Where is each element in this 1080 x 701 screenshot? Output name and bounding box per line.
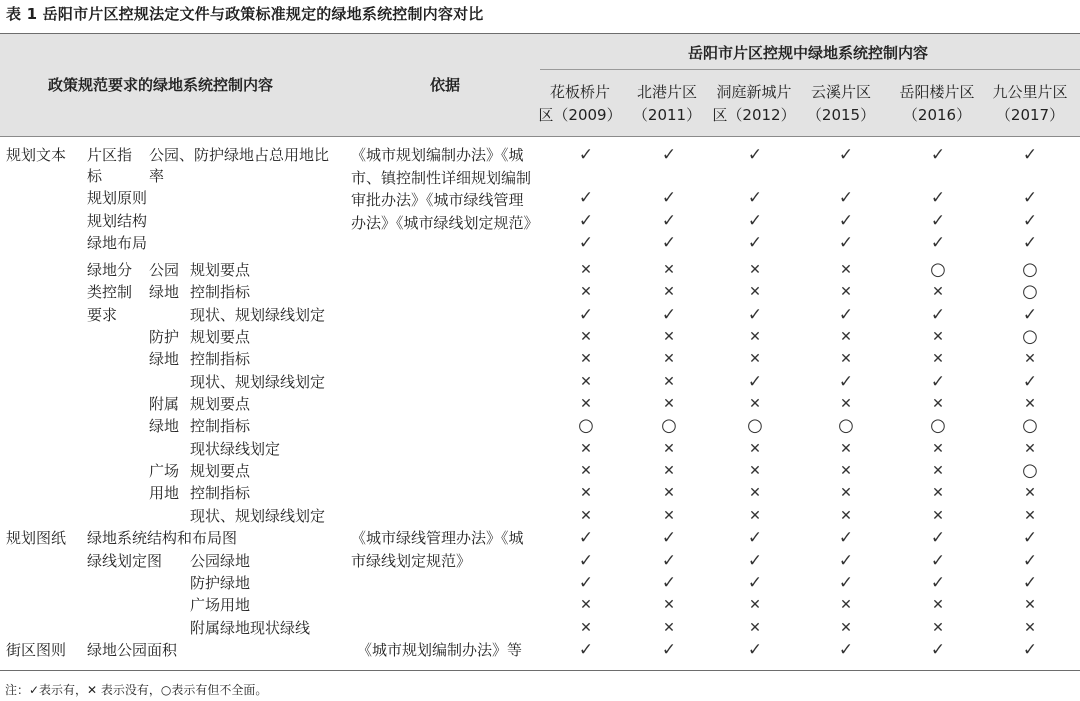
circle-mark: ○ <box>578 415 594 436</box>
check-mark: ✓ <box>578 640 594 660</box>
label-square-land: 广场用地 <box>190 596 251 614</box>
header-district-name: 北港片区 <box>636 83 697 101</box>
circle-mark: ○ <box>1022 415 1038 436</box>
label-green-line: 现状、规划绿线划定 <box>190 373 326 391</box>
cross-mark: ✕ <box>663 485 675 501</box>
check-mark: ✓ <box>838 305 854 325</box>
check-mark: ✓ <box>747 573 763 593</box>
label-park-green-2: 绿地 <box>149 283 180 301</box>
header-bottom-rule <box>0 136 1080 137</box>
check-mark: ✓ <box>1022 528 1038 548</box>
label-key-points: 规划要点 <box>190 261 251 279</box>
circle-mark: ○ <box>930 259 946 280</box>
cross-mark: ✕ <box>932 597 944 613</box>
check-mark: ✓ <box>930 528 946 548</box>
cross-mark: ✕ <box>1024 441 1036 457</box>
cross-mark: ✕ <box>840 463 852 479</box>
check-mark: ✓ <box>838 372 854 392</box>
cross-mark: ✕ <box>840 284 852 300</box>
label-current-green-line: 现状绿线划定 <box>190 440 281 458</box>
cross-mark: ✕ <box>663 396 675 412</box>
cross-mark: ✕ <box>580 351 592 367</box>
section-planning-text: 规划文本 <box>6 146 67 164</box>
cross-mark: ✕ <box>749 284 761 300</box>
cross-mark: ✕ <box>663 441 675 457</box>
check-mark: ✓ <box>578 551 594 571</box>
cross-mark: ✕ <box>749 485 761 501</box>
label-park-green: 公园绿地 <box>190 552 251 570</box>
label-green-line-map: 绿线划定图 <box>87 552 163 570</box>
check-mark: ✓ <box>747 640 763 660</box>
check-mark: ✓ <box>747 211 763 231</box>
header-district <box>984 81 1076 127</box>
label-attached-green-1: 附属 <box>149 395 180 413</box>
check-mark: ✓ <box>930 372 946 392</box>
cross-mark: ✕ <box>580 284 592 300</box>
cross-mark: ✕ <box>932 284 944 300</box>
circle-mark: ○ <box>1022 259 1038 280</box>
cross-mark: ✕ <box>840 441 852 457</box>
label-key-points: 规划要点 <box>190 328 251 346</box>
check-mark: ✓ <box>838 640 854 660</box>
circle-mark: ○ <box>661 415 677 436</box>
label-protective-green-2: 绿地 <box>149 350 180 368</box>
cross-mark: ✕ <box>749 262 761 278</box>
check-mark: ✓ <box>661 551 677 571</box>
check-mark: ✓ <box>838 145 854 165</box>
check-mark: ✓ <box>930 188 946 208</box>
cross-mark: ✕ <box>1024 485 1036 501</box>
cross-mark: ✕ <box>840 597 852 613</box>
label-park-green-1: 公园 <box>149 261 180 279</box>
cross-mark: ✕ <box>1024 396 1036 412</box>
check-mark: ✓ <box>1022 211 1038 231</box>
check-mark: ✓ <box>747 145 763 165</box>
header-district-name: 岳阳楼片区 <box>899 83 975 101</box>
header-district-name: 花板桥片 <box>549 83 610 101</box>
check-mark: ✓ <box>1022 305 1038 325</box>
header-district <box>534 81 626 127</box>
cross-mark: ✕ <box>840 485 852 501</box>
legend-note: 注：✓表示有，✕ 表示没有，○表示有但不全面。 <box>5 683 268 697</box>
label-key-points: 规划要点 <box>190 462 251 480</box>
check-mark: ✓ <box>747 551 763 571</box>
header-district-year: （2015） <box>806 106 876 124</box>
cross-mark: ✕ <box>580 485 592 501</box>
circle-mark: ○ <box>1022 281 1038 302</box>
label-ratio-cont: 率 <box>149 167 165 185</box>
cross-mark: ✕ <box>663 374 675 390</box>
check-mark: ✓ <box>1022 188 1038 208</box>
label-classification-1: 绿地分 <box>87 261 133 279</box>
header-district <box>795 81 887 127</box>
cross-mark: ✕ <box>1024 597 1036 613</box>
label-square-land-1: 广场 <box>149 462 180 480</box>
check-mark: ✓ <box>838 188 854 208</box>
basis-text: 《城市规划编制办法》等 <box>357 641 523 659</box>
cross-mark: ✕ <box>580 463 592 479</box>
header-district-group: 岳阳市片区控规中绿地系统控制内容 <box>687 44 929 62</box>
label-attached-green-2: 绿地 <box>149 417 180 435</box>
label-control-index: 控制指标 <box>190 417 251 435</box>
basis-text: 《城市规划编制办法》《城市、镇控制性详细规划编制审批办法》《城市绿线管理办法》《城市绿线划定规范》 <box>351 146 539 232</box>
label-control-index: 控制指标 <box>190 484 251 502</box>
cross-mark: ✕ <box>749 441 761 457</box>
check-mark: ✓ <box>661 640 677 660</box>
cross-mark: ✕ <box>932 329 944 345</box>
label-green-line: 现状、规划绿线划定 <box>190 306 326 324</box>
basis-text: 《城市绿线管理办法》《城市绿线划定规范》 <box>351 529 524 570</box>
cross-mark: ✕ <box>932 463 944 479</box>
cross-mark: ✕ <box>663 262 675 278</box>
circle-mark: ○ <box>747 415 763 436</box>
check-mark: ✓ <box>1022 573 1038 593</box>
label-park-protection-ratio: 公园、防护绿地占总用地比 <box>149 146 330 164</box>
check-mark: ✓ <box>578 145 594 165</box>
circle-mark: ○ <box>838 415 854 436</box>
check-mark: ✓ <box>747 528 763 548</box>
cross-mark: ✕ <box>932 508 944 524</box>
check-mark: ✓ <box>1022 145 1038 165</box>
cross-mark: ✕ <box>749 620 761 636</box>
check-mark: ✓ <box>661 528 677 548</box>
check-mark: ✓ <box>661 145 677 165</box>
check-mark: ✓ <box>838 233 854 253</box>
cross-mark: ✕ <box>580 262 592 278</box>
header-district <box>621 81 713 127</box>
cross-mark: ✕ <box>580 508 592 524</box>
cross-mark: ✕ <box>932 620 944 636</box>
label-attached-green-line: 附属绿地现状绿线 <box>190 619 311 637</box>
check-mark: ✓ <box>747 188 763 208</box>
cross-mark: ✕ <box>663 620 675 636</box>
cross-mark: ✕ <box>663 463 675 479</box>
circle-mark: ○ <box>1022 460 1038 481</box>
section-planning-drawings: 规划图纸 <box>6 529 67 547</box>
check-mark: ✓ <box>578 305 594 325</box>
header-district <box>708 81 800 127</box>
label-classification-3: 要求 <box>87 306 118 324</box>
check-mark: ✓ <box>930 640 946 660</box>
check-mark: ✓ <box>578 528 594 548</box>
check-mark: ✓ <box>747 305 763 325</box>
cross-mark: ✕ <box>749 329 761 345</box>
cross-mark: ✕ <box>932 441 944 457</box>
cross-mark: ✕ <box>840 262 852 278</box>
label-control-index: 控制指标 <box>190 350 251 368</box>
circle-mark: ○ <box>930 415 946 436</box>
table-top-rule <box>0 33 1080 34</box>
cross-mark: ✕ <box>840 620 852 636</box>
cross-mark: ✕ <box>932 396 944 412</box>
header-control-content: 政策规范要求的绿地系统控制内容 <box>48 76 274 94</box>
check-mark: ✓ <box>930 551 946 571</box>
label-green-layout: 绿地布局 <box>87 234 148 252</box>
table-title: 表 1 岳阳市片区控规法定文件与政策标准规定的绿地系统控制内容对比 <box>6 5 484 23</box>
header-district-year: （2016） <box>902 106 972 124</box>
cross-mark: ✕ <box>1024 351 1036 367</box>
label-control-index: 控制指标 <box>190 283 251 301</box>
cross-mark: ✕ <box>1024 508 1036 524</box>
check-mark: ✓ <box>578 233 594 253</box>
cross-mark: ✕ <box>840 396 852 412</box>
cross-mark: ✕ <box>840 508 852 524</box>
label-key-points: 规划要点 <box>190 395 251 413</box>
header-group-divider <box>540 69 1080 70</box>
check-mark: ✓ <box>661 233 677 253</box>
check-mark: ✓ <box>930 211 946 231</box>
cross-mark: ✕ <box>840 329 852 345</box>
check-mark: ✓ <box>1022 551 1038 571</box>
check-mark: ✓ <box>661 211 677 231</box>
check-mark: ✓ <box>838 528 854 548</box>
check-mark: ✓ <box>1022 640 1038 660</box>
label-planning-structure: 规划结构 <box>87 212 148 230</box>
label-structure-layout-map: 绿地系统结构和布局图 <box>87 529 238 547</box>
cross-mark: ✕ <box>749 597 761 613</box>
section-block-rules: 街区图则 <box>6 641 67 659</box>
check-mark: ✓ <box>838 551 854 571</box>
table-bottom-rule <box>0 670 1080 671</box>
check-mark: ✓ <box>1022 233 1038 253</box>
header-district-name: 云溪片区 <box>810 83 871 101</box>
cross-mark: ✕ <box>663 597 675 613</box>
header-district-year: 区（2012） <box>712 106 796 124</box>
cross-mark: ✕ <box>749 351 761 367</box>
label-district-index: 片区指 <box>87 146 133 164</box>
check-mark: ✓ <box>930 233 946 253</box>
check-mark: ✓ <box>1022 372 1038 392</box>
label-classification-2: 类控制 <box>87 283 133 301</box>
cross-mark: ✕ <box>580 620 592 636</box>
header-district-name: 九公里片区 <box>992 83 1068 101</box>
check-mark: ✓ <box>838 211 854 231</box>
check-mark: ✓ <box>930 145 946 165</box>
header-district-year: （2011） <box>632 106 702 124</box>
check-mark: ✓ <box>578 211 594 231</box>
label-district-index-cont: 标 <box>87 167 103 185</box>
cross-mark: ✕ <box>580 329 592 345</box>
cross-mark: ✕ <box>580 374 592 390</box>
cross-mark: ✕ <box>663 284 675 300</box>
cross-mark: ✕ <box>663 351 675 367</box>
check-mark: ✓ <box>578 188 594 208</box>
check-mark: ✓ <box>838 573 854 593</box>
check-mark: ✓ <box>661 305 677 325</box>
label-protective-green: 防护绿地 <box>190 574 251 592</box>
cross-mark: ✕ <box>580 597 592 613</box>
cross-mark: ✕ <box>932 485 944 501</box>
header-district <box>891 81 983 127</box>
header-district-name: 洞庭新城片 <box>716 83 792 101</box>
cross-mark: ✕ <box>663 508 675 524</box>
label-green-line: 现状、规划绿线划定 <box>190 507 326 525</box>
cross-mark: ✕ <box>749 463 761 479</box>
cross-mark: ✕ <box>932 351 944 367</box>
cross-mark: ✕ <box>580 396 592 412</box>
header-district-year: 区（2009） <box>538 106 622 124</box>
check-mark: ✓ <box>661 573 677 593</box>
label-square-land-2: 用地 <box>149 484 180 502</box>
cross-mark: ✕ <box>580 441 592 457</box>
check-mark: ✓ <box>747 372 763 392</box>
cross-mark: ✕ <box>1024 620 1036 636</box>
cross-mark: ✕ <box>663 329 675 345</box>
label-protective-green-1: 防护 <box>149 328 180 346</box>
check-mark: ✓ <box>930 305 946 325</box>
label-planning-principle: 规划原则 <box>87 189 148 207</box>
check-mark: ✓ <box>661 188 677 208</box>
circle-mark: ○ <box>1022 326 1038 347</box>
cross-mark: ✕ <box>749 508 761 524</box>
cross-mark: ✕ <box>749 396 761 412</box>
label-park-area: 绿地公园面积 <box>87 641 178 659</box>
cross-mark: ✕ <box>840 351 852 367</box>
check-mark: ✓ <box>747 233 763 253</box>
check-mark: ✓ <box>578 573 594 593</box>
check-mark: ✓ <box>930 573 946 593</box>
header-district-year: （2017） <box>995 106 1065 124</box>
header-basis: 依据 <box>429 76 461 94</box>
